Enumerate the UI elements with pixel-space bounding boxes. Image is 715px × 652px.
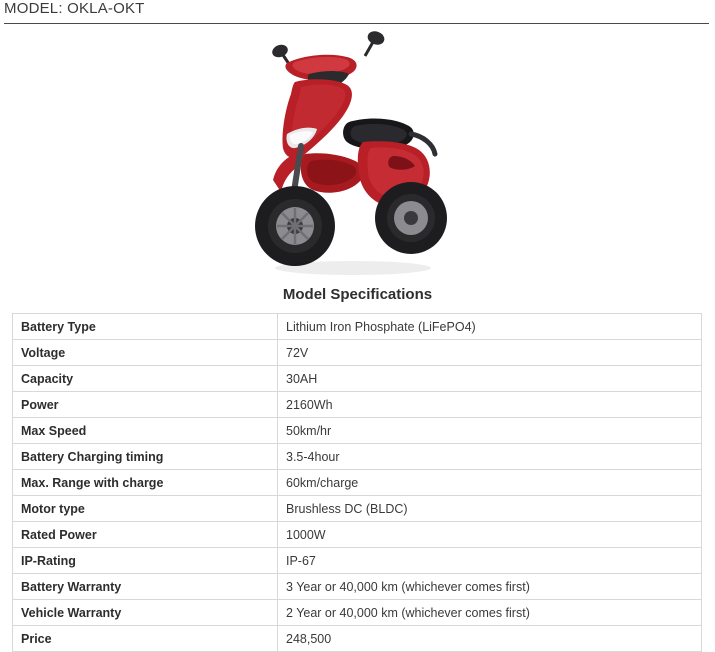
spec-value: 3.5-4hour <box>278 444 702 470</box>
table-row <box>13 444 702 470</box>
spec-value: 2 Year or 40,000 km (whichever comes first) <box>278 600 702 626</box>
table-row <box>13 496 702 522</box>
spec-label: IP-Rating <box>13 548 278 574</box>
spec-label: Max Speed <box>13 418 278 444</box>
spec-value: Brushless DC (BLDC) <box>278 496 702 522</box>
product-image-area <box>0 24 715 286</box>
scooter-svg <box>243 30 473 280</box>
spec-value: 30AH <box>278 366 702 392</box>
table-row <box>13 392 702 418</box>
spec-label: Battery Warranty <box>13 574 278 600</box>
spec-value: 72V <box>278 340 702 366</box>
spec-value: Lithium Iron Phosphate (LiFePO4) <box>278 314 702 340</box>
table-row <box>13 314 702 340</box>
spec-value: 60km/charge <box>278 470 702 496</box>
spec-label: Rated Power <box>13 522 278 548</box>
table-row <box>13 418 702 444</box>
scooter-illustration <box>243 30 473 280</box>
mirror-left-icon <box>270 43 289 64</box>
specifications-table <box>12 313 702 652</box>
spec-table-body <box>13 314 702 652</box>
spec-label: Max. Range with charge <box>13 470 278 496</box>
table-row <box>13 600 702 626</box>
spec-label: Voltage <box>13 340 278 366</box>
spec-value: 2160Wh <box>278 392 702 418</box>
spec-label: Vehicle Warranty <box>13 600 278 626</box>
spec-value: 3 Year or 40,000 km (whichever comes first) <box>278 574 702 600</box>
table-row <box>13 340 702 366</box>
table-row <box>13 522 702 548</box>
spec-label: Capacity <box>13 366 278 392</box>
spec-label: Battery Charging timing <box>13 444 278 470</box>
mirror-right-icon <box>365 30 386 56</box>
table-row <box>13 574 702 600</box>
page-title: MODEL: OKLA-OKT <box>4 0 145 17</box>
table-row <box>13 548 702 574</box>
spec-value: 1000W <box>278 522 702 548</box>
spec-label: Price <box>13 626 278 652</box>
table-row <box>13 470 702 496</box>
spec-section-title: Model Specifications <box>282 286 433 303</box>
spec-value: IP-67 <box>278 548 702 574</box>
table-row <box>13 626 702 652</box>
spec-label: Motor type <box>13 496 278 522</box>
spec-value: 50km/hr <box>278 418 702 444</box>
table-row <box>13 366 702 392</box>
spec-label: Power <box>13 392 278 418</box>
spec-value: 248,500 <box>278 626 702 652</box>
spec-label: Battery Type <box>13 314 278 340</box>
